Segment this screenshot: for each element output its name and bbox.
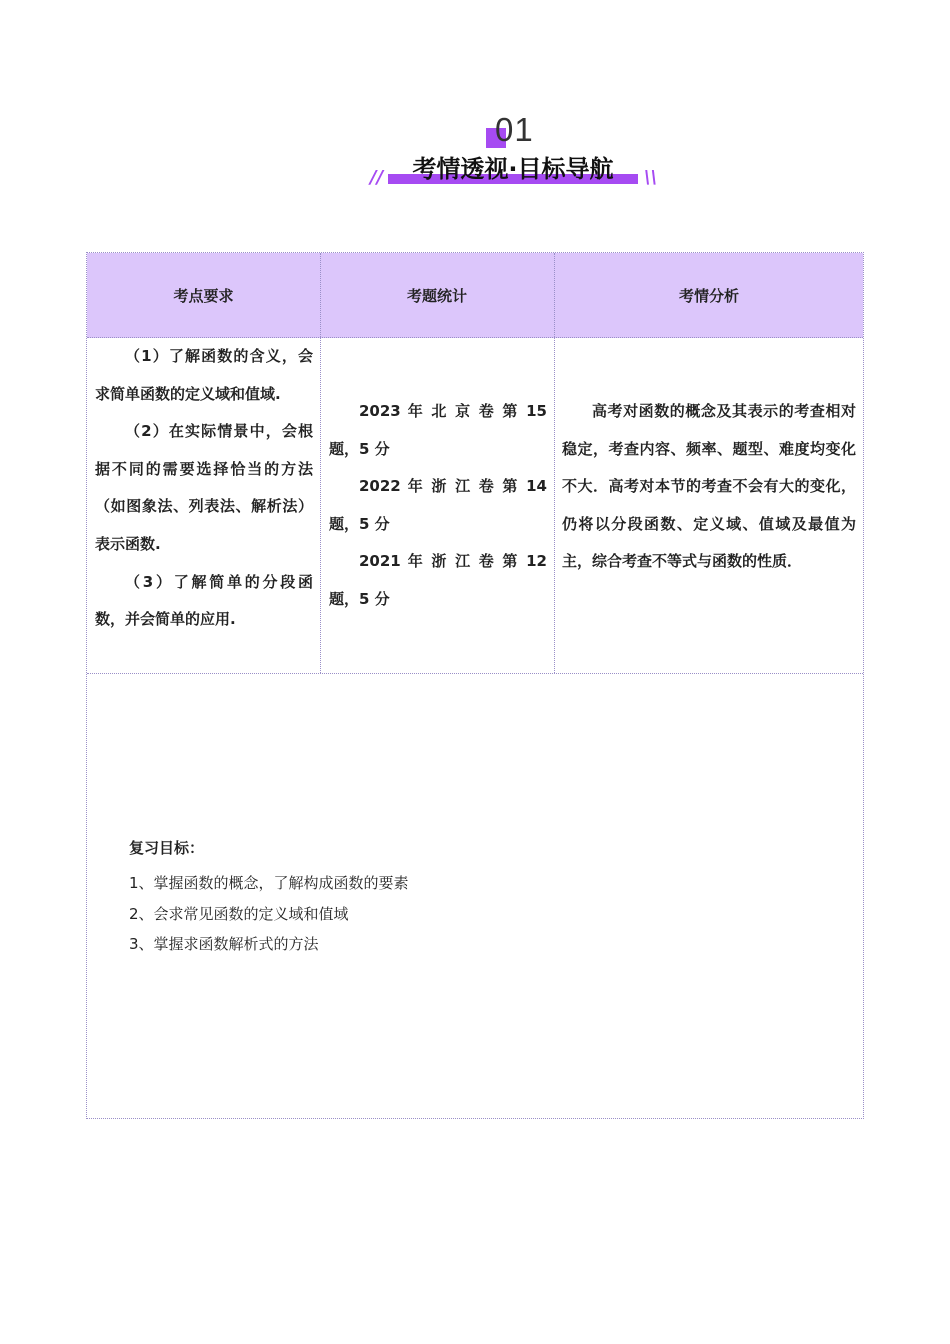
stat-line: 2023 年 北 京 卷 第 15 — [359, 402, 547, 420]
stat-line: 2022 年 浙 江 卷 第 14 — [359, 477, 547, 496]
requirements-cell — [95, 337, 313, 639]
left-slash-decoration: // — [370, 167, 384, 188]
column-header-requirements: 考点要求 — [173, 286, 234, 305]
requirement-item: （2）在实际情景中，会根据不同的需要选择恰当的方法（如图象法、列表法、解析法）表示函数. — [95, 422, 313, 553]
stat-line: 题，5 分 — [329, 439, 390, 458]
review-goals-title: 复习目标： — [129, 839, 205, 857]
exam-analysis-table — [86, 252, 864, 1119]
column-header-analysis: 考情分析 — [678, 286, 739, 305]
review-goal-item: 2、会求常见函数的定义域和值域 — [129, 904, 349, 923]
right-slash-decoration: \\ — [644, 167, 658, 188]
analysis-cell — [562, 393, 856, 581]
table-row-divider — [87, 673, 863, 674]
review-goal-item: 1、掌握函数的概念，了解构成函数的要素 — [129, 874, 409, 892]
stat-line: 题，5 分 — [329, 514, 390, 533]
stat-line: 题，5 分 — [329, 589, 390, 608]
review-goal-item: 3、掌握求函数解析式的方法 — [129, 935, 319, 953]
stat-line: 2021 年 浙 江 卷 第 12 — [359, 552, 547, 571]
section-number: 01 — [495, 111, 534, 148]
section-header — [0, 110, 950, 200]
section-title: 考情透视·目标导航 — [412, 155, 614, 183]
requirement-item: （1）了解函数的含义，会求简单函数的定义域和值域. — [95, 347, 313, 403]
statistics-cell — [329, 393, 547, 619]
analysis-text: 高考对函数的概念及其表示的考查相对稳定，考查内容、频率、题型、难度均变化不大．高考对本节的考查不会有大的变化，仍将以分段函数、定义域、值域及最值为主，综合考查不等式与函数的性质． — [562, 402, 856, 571]
review-goals — [129, 836, 409, 960]
requirement-item: （3）了解简单的分段函数，并会简单的应用. — [95, 572, 313, 629]
column-header-statistics: 考题统计 — [406, 286, 467, 305]
